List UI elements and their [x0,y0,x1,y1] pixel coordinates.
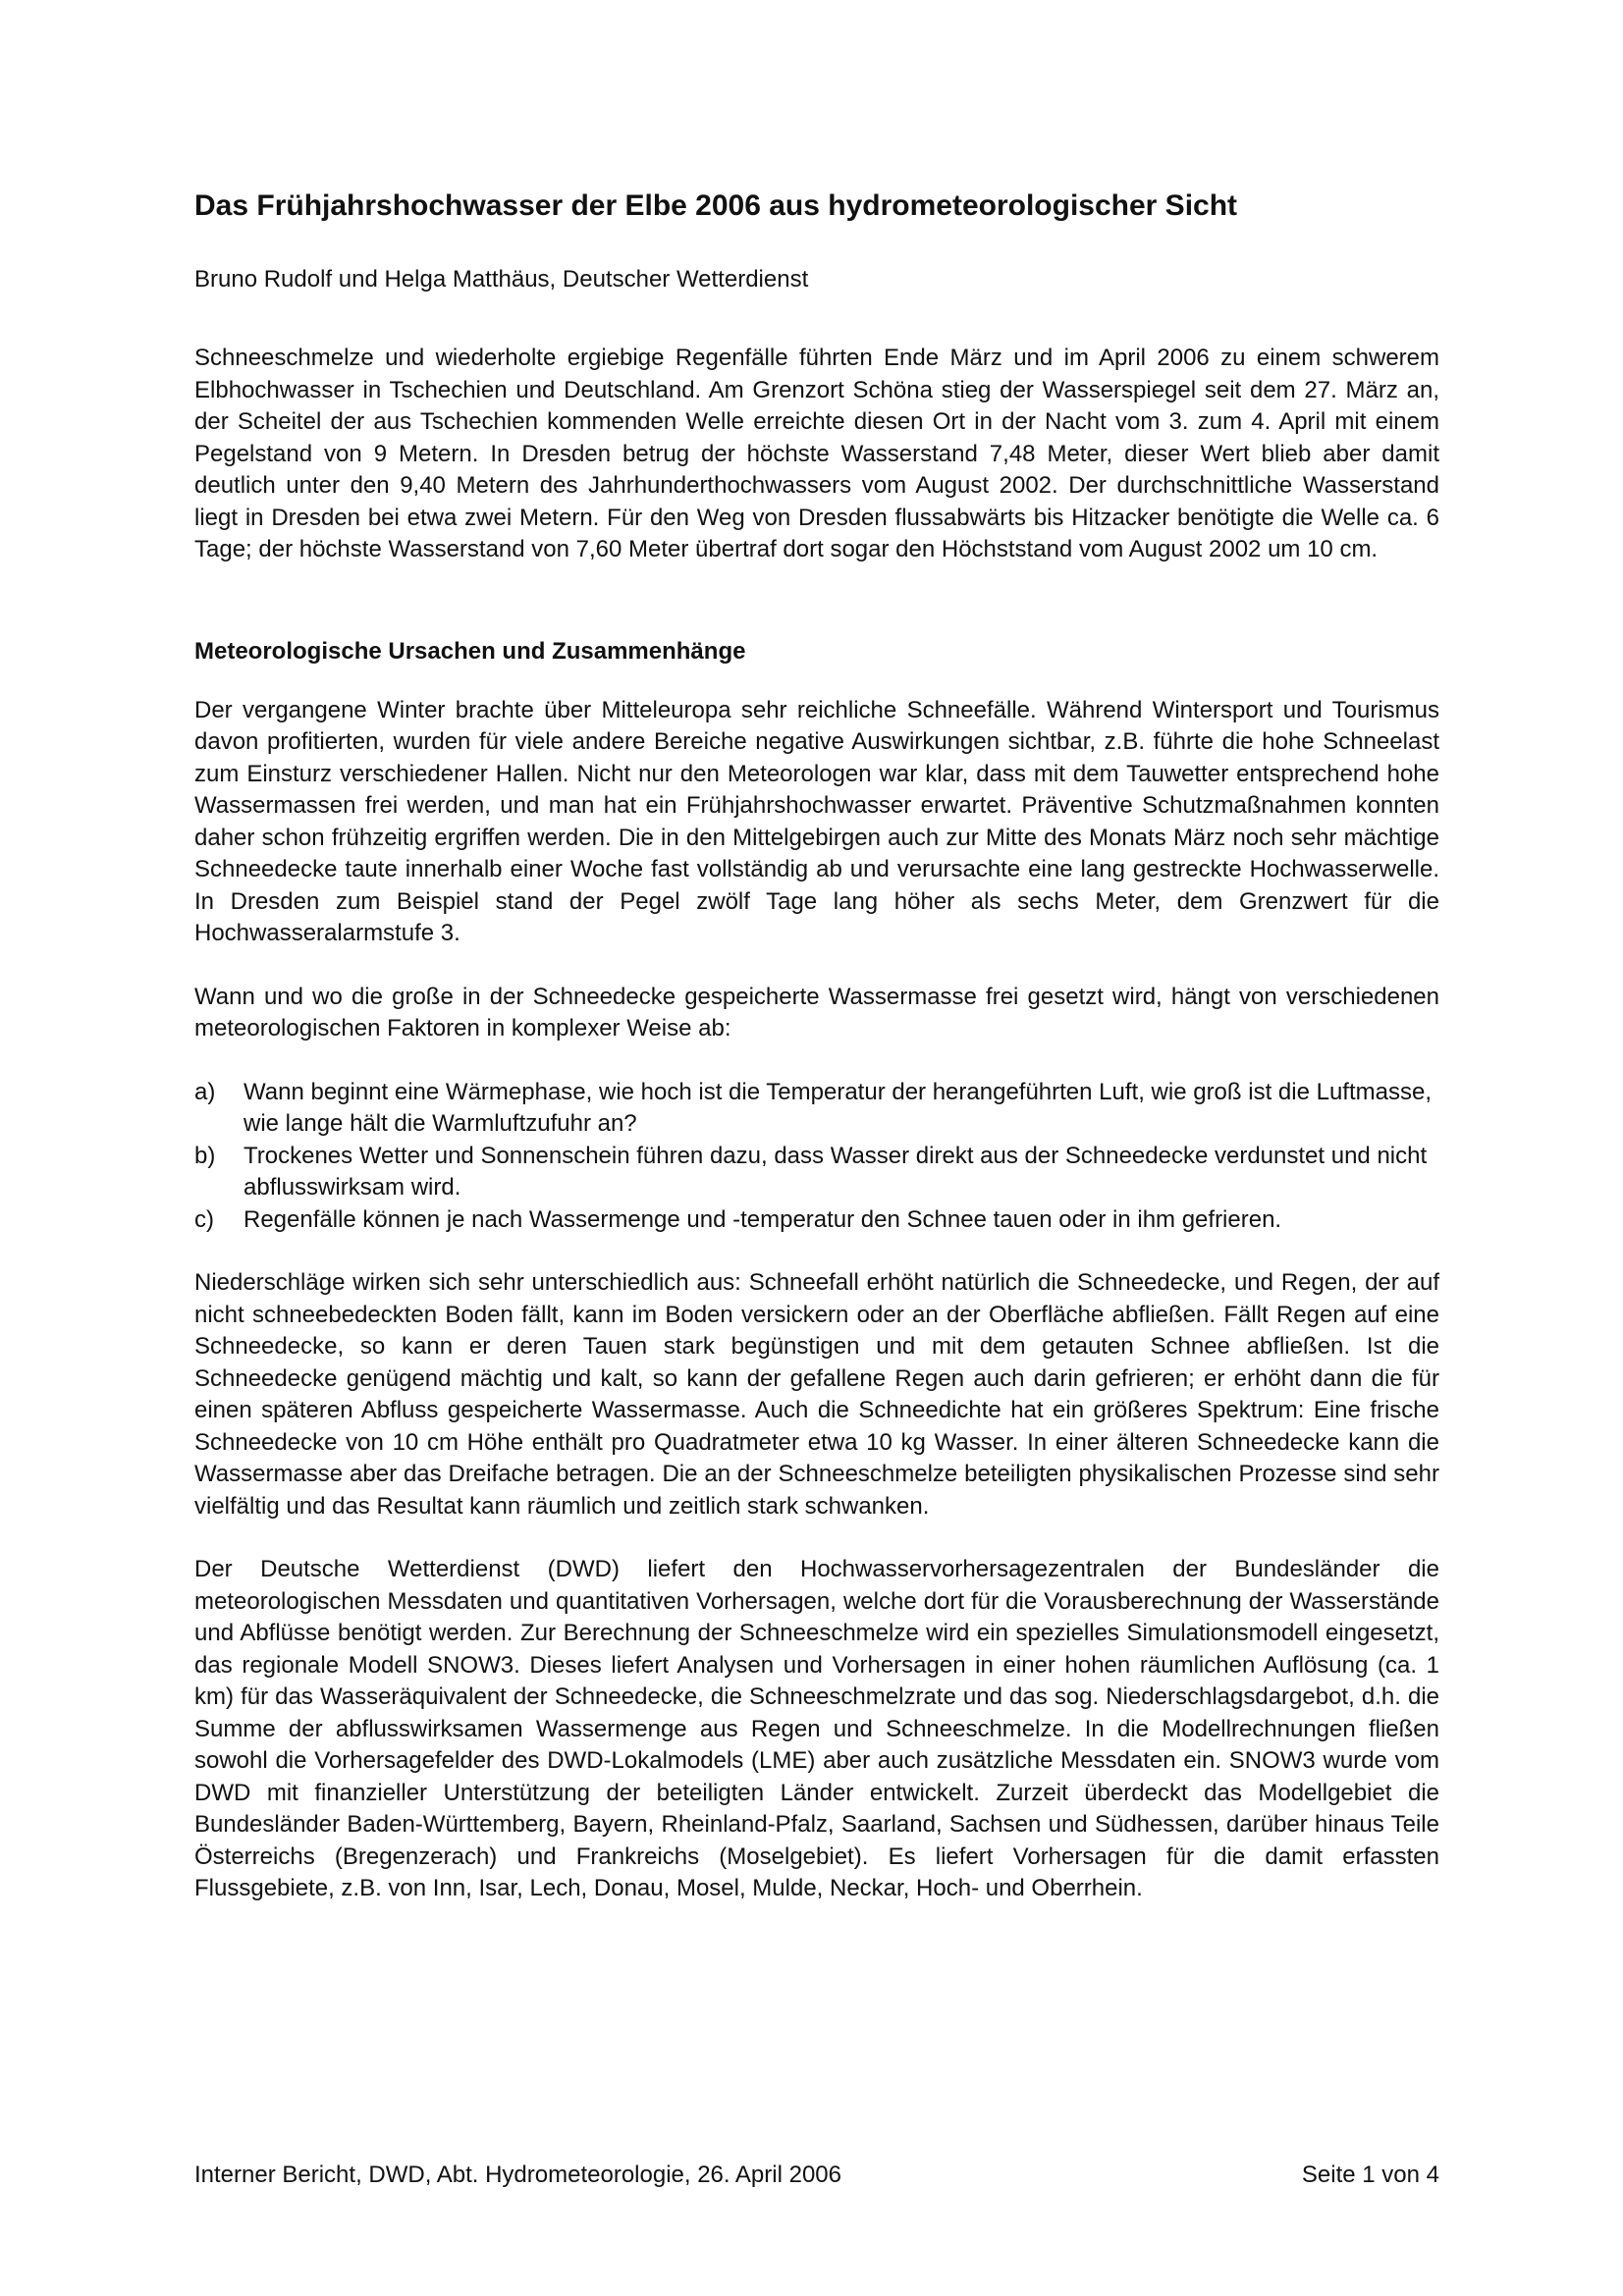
footer-page-number: Seite 1 von 4 [1301,2162,1439,2188]
page-footer [194,2160,1439,2191]
list-item [194,1141,1439,1204]
list-item-text: Trockenes Wetter und Sonnenschein führen dazu, dass Wasser direkt aus der Schneedecke verdunstet und nicht abflusswirksam wird. [243,1142,1428,1201]
list-marker: a) [194,1078,216,1105]
body-paragraph-3: Niederschläge wirken sich sehr unterschiedlich aus: Schneefall erhöht natürlich die Schneedecke, und Regen, der auf nicht schneebedeckten Boden fällt, kann im Boden versickern oder an der Oberfläche abfließen. Fällt Regen auf eine Schneedecke, so kann er deren Tauen stark begünstigen und mit dem getauten Schnee abfließen. Ist die Schneedecke genügend mächtig und kalt, so kann der gefallene Regen auch darin gefrieren; er erhöht dann die für einen späteren Abfluss gespeicherte Wassermasse. Auch die Schneedichte hat ein größeres Spektrum: Eine frische Schneedecke von 10 cm Höhe enthält pro Quadratmeter etwa 10 kg Wasser. In einer älteren Schneedecke kann die Wassermasse aber das Dreifache betragen. Die an der Schneeschmelze beteiligten physikalischen Prozesse sind sehr vielfältig und das Resultat kann räumlich und zeitlich stark schwanken. [194,1269,1439,1520]
intro-paragraph: Schneeschmelze und wiederholte ergiebige Regenfälle führten Ende März und im April 2006 zu einem schwerem Elbhochwasser in Tschechien und Deutschland. Am Grenzort Schöna stieg der Wasserspiegel seit dem 27. März an, der Scheitel der aus Tschechien kommenden Welle erreichte diesen Ort in der Nacht vom 3. zum 4. April mit einem Pegelstand von 9 Metern. In Dresden betrug der höchste Wasserstand 7,48 Meter, dieser Wert blieb aber damit deutlich unter den 9,40 Metern des Jahrhunderthochwassers vom August 2002. Der durchschnittliche Wasserstand liegt in Dresden bei etwa zwei Metern. Für den Weg von Dresden flussabwärts bis Hitzacker benötigte die Welle ca. 6 Tage; der höchste Wasserstand von 7,60 Meter übertraf dort sogar den Höchststand vom August 2002 um 10 cm. [194,345,1439,562]
section-heading: Meteorologische Ursachen und Zusammenhänge [194,637,746,665]
list-item [194,1077,1439,1141]
factor-list [194,1077,1439,1237]
list-item-text: Regenfälle können je nach Wassermenge und -temperatur den Schnee tauen oder in ihm gefrieren. [243,1205,1282,1233]
list-marker: c) [194,1205,214,1233]
document-title: Das Frühjahrshochwasser der Elbe 2006 aus hydrometeorologischer Sicht [194,189,1238,222]
body-paragraph-2: Wann und wo die große in der Schneedecke gespeicherte Wassermasse frei gesetzt wird, hängt von verschiedenen meteorologischen Faktoren in komplexer Weise ab: [194,983,1439,1041]
document-page [194,187,1439,1905]
body-paragraph-4: Der Deutsche Wetterdienst (DWD) liefert den Hochwasservorhersagezentralen der Bundesländer die meteorologischen Messdaten und quantitativen Vorhersagen, welche dort für die Vorausberechnung der Wasserstände und Abflüsse benötigt werden. Zur Berechnung der Schneeschmelze wird ein spezielles Simulationsmodell eingesetzt, das regionale Modell SNOW3. Dieses liefert Analysen und Vorhersagen in einer hohen räumlichen Auflösung (ca. 1 km) für das Wasseräquivalent der Schneedecke, die Schneeschmelzrate und das sog. Niederschlagsdargebot, d.h. die Summe der abflusswirksamen Wassermenge aus Regen und Schneeschmelze. In die Modellrechnungen fließen sowohl die Vorhersagefelder des DWD-Lokalmodels (LME) aber auch zusätzliche Messdaten ein. SNOW3 wurde vom DWD mit finanzieller Unterstützung der beteiligten Länder entwickelt. Zurzeit überdeckt das Modellgebiet die Bundesländer Baden-Württemberg, Bayern, Rheinland-Pfalz, Saarland, Sachsen und Südhessen, darüber hinaus Teile Österreichs (Bregenzerach) und Frankreichs (Moselgebiet). Es liefert Vorhersagen für die damit erfassten Flussgebiete, z.B. von Inn, Isar, Lech, Donau, Mosel, Mulde, Neckar, Hoch- und Oberrhein. [194,1556,1439,1901]
document-authors: Bruno Rudolf und Helga Matthäus, Deutscher Wetterdienst [194,266,809,293]
list-item [194,1204,1439,1237]
list-item-text: Wann beginnt eine Wärmephase, wie hoch ist die Temperatur der herangeführten Luft, wie groß ist die Luftmasse, wie lange hält die Warmluftzufuhr an? [243,1078,1432,1137]
footer-report-info: Interner Bericht, DWD, Abt. Hydrometeorologie, 26. April 2006 [194,2162,841,2188]
body-paragraph-1: Der vergangene Winter brachte über Mitteleuropa sehr reichliche Schneefälle. Während Wintersport und Tourismus davon profitierten, wurden für viele andere Bereiche negative Auswirkungen sichtbar, z.B. führte die hohe Schneelast zum Einsturz verschiedener Hallen. Nicht nur den Meteorologen war klar, dass mit dem Tauwetter entsprechend hohe Wassermassen frei werden, und man hat ein Frühjahrshochwasser erwartet. Präventive Schutzmaßnahmen konnten daher schon frühzeitig ergriffen werden. Die in den Mittelgebirgen auch zur Mitte des Monats März noch sehr mächtige Schneedecke taute innerhalb einer Woche fast vollständig ab und verursachte eine lang gestreckte Hochwasserwelle. In Dresden zum Beispiel stand der Pegel zwölf Tage lang höher als sechs Meter, dem Grenzwert für die Hochwasseralarmstufe 3. [194,696,1439,946]
list-marker: b) [194,1142,216,1169]
